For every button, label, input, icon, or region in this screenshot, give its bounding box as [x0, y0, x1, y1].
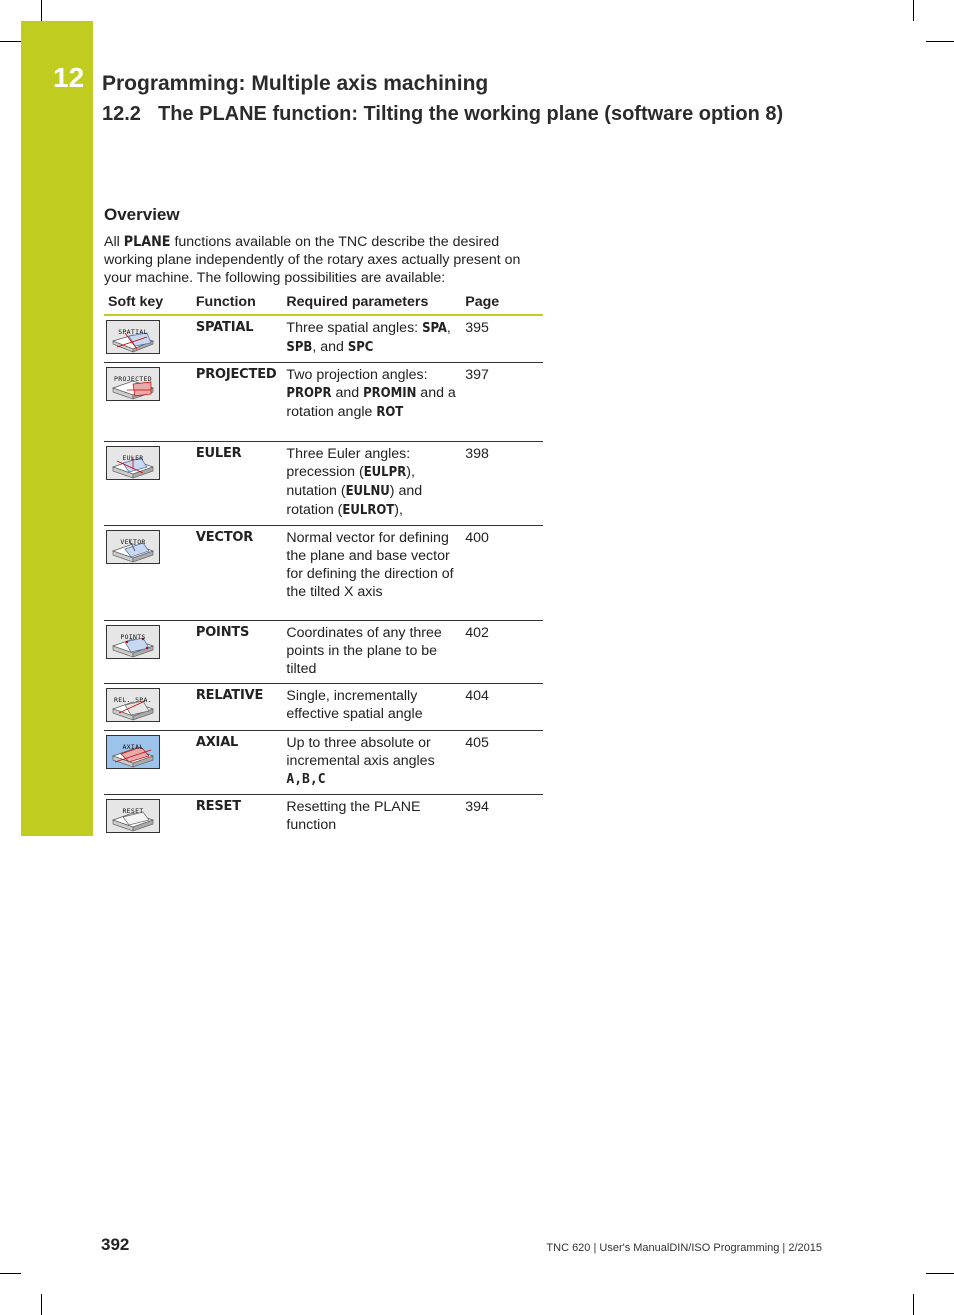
header-page: Page: [461, 291, 543, 315]
required-parameters: [282, 795, 461, 848]
page-reference: 404: [461, 684, 543, 731]
softkey-label: AXIAL: [122, 743, 144, 751]
page-reference: 394: [465, 799, 489, 815]
softkey-label: RESET: [122, 807, 144, 815]
table-row: [104, 363, 543, 442]
table-row: [104, 315, 543, 363]
parameter-text: Normal vector for defining the plane and base vector for defining the direction of the tilted X axis: [286, 530, 454, 600]
table-row: [104, 442, 543, 526]
softkey-label: PROJECTED: [114, 375, 152, 383]
intro-text: All: [104, 234, 124, 250]
chapter-title: Programming: Multiple axis machining: [102, 72, 489, 95]
function-name: PROJECTED: [192, 363, 283, 442]
footer-text: TNC 620 | User's ManualDIN/ISO Programming | 2/2015: [546, 1242, 822, 1254]
softkey-label: POINTS: [120, 633, 146, 641]
intro-text: functions available on the TNC describe the desired working plane independently of the rotary axes actually present on your machine. The following possibilities are available:: [104, 234, 521, 286]
softkey-cell: [104, 363, 192, 442]
function-name: VECTOR: [192, 526, 283, 621]
parameter-keyword: A,B,C: [286, 772, 326, 787]
required-parameters: [282, 442, 461, 526]
section-number: 12.2: [102, 103, 141, 125]
softkey-cell: [104, 621, 192, 684]
parameter-keyword: SPA: [422, 321, 447, 336]
softkey-vector-button[interactable]: [106, 530, 160, 564]
plane-functions-table: [104, 291, 543, 847]
crop-mark: [41, 0, 42, 21]
required-parameters: [282, 526, 461, 621]
table-row: [104, 526, 543, 621]
softkey-label: SPATIAL: [118, 328, 148, 336]
chapter-sidebar: [21, 21, 93, 836]
parameter-keyword: ROT: [376, 405, 404, 420]
page-reference: 398: [461, 442, 543, 526]
table-row: [104, 731, 543, 795]
page-reference: 405: [461, 731, 543, 795]
parameter-text: ,: [446, 320, 451, 336]
table-header-row: [104, 291, 543, 315]
parameter-text: Up to three absolute or incremental axis angles: [286, 735, 435, 769]
parameter-keyword: EULPR: [363, 465, 407, 480]
function-name: SPATIAL: [192, 315, 283, 363]
function-name: AXIAL: [192, 731, 283, 795]
softkey-projected-button[interactable]: [106, 367, 160, 401]
overview-heading: Overview: [104, 205, 180, 224]
parameter-text: Resetting the PLANE function: [286, 799, 421, 833]
required-parameters: [282, 731, 461, 795]
softkey-cell: [104, 795, 192, 848]
softkey-points-button[interactable]: [106, 625, 160, 659]
page-reference: 400: [461, 526, 543, 621]
parameter-text: and a rotation angle: [286, 385, 456, 420]
table-row: [104, 795, 543, 848]
parameter-keyword: SPB: [286, 340, 313, 355]
parameter-text: , and: [312, 339, 348, 355]
parameter-text: Single, incrementally effective spatial angle: [286, 688, 423, 722]
chapter-number: 12: [53, 62, 85, 93]
crop-mark: [0, 1273, 21, 1274]
parameter-text: ) and rotation (: [286, 483, 423, 518]
parameter-text: ),: [394, 502, 403, 518]
parameter-keyword: EULROT: [342, 503, 395, 518]
function-name: EULER: [192, 442, 283, 526]
parameter-text: Three Euler angles: precession (: [286, 446, 411, 480]
crop-mark: [0, 41, 21, 42]
intro-keyword: PLANE: [123, 234, 171, 250]
required-parameters: [282, 621, 461, 684]
softkey-euler-button[interactable]: [106, 446, 160, 480]
softkey-cell: [104, 315, 192, 363]
parameter-keyword: PROPR: [286, 386, 332, 401]
softkey-cell: [104, 526, 192, 621]
page-number: 392: [101, 1235, 130, 1254]
function-name: POINTS: [192, 621, 283, 684]
softkey-relative-button[interactable]: [106, 688, 160, 722]
header-function: Function: [192, 291, 283, 315]
page-reference: 402: [461, 621, 543, 684]
required-parameters: [282, 315, 461, 363]
softkey-cell: [104, 731, 192, 795]
required-parameters: [282, 684, 461, 731]
softkey-reset-button[interactable]: [106, 799, 160, 833]
function-name: RELATIVE: [192, 684, 283, 731]
header-soft-key: Soft key: [104, 291, 192, 315]
softkey-axial-button[interactable]: [106, 735, 160, 769]
parameter-text: and: [331, 385, 364, 401]
parameter-keyword: SPC: [347, 340, 374, 355]
crop-mark: [41, 1294, 42, 1315]
function-name: RESET: [195, 799, 241, 814]
parameter-keyword: EULNU: [345, 484, 390, 499]
header-required-parameters: Required parameters: [282, 291, 461, 315]
softkey-label: VECTOR: [120, 538, 146, 546]
parameter-text: Three spatial angles:: [286, 320, 423, 336]
section-title-text: The PLANE function: Tilting the working plane (software option 8): [158, 103, 784, 125]
parameter-keyword: PROMIN: [363, 386, 417, 401]
softkey-spatial-button[interactable]: [106, 320, 160, 354]
crop-mark: [913, 0, 914, 21]
page-reference: 395: [461, 315, 543, 363]
crop-mark: [926, 1273, 954, 1274]
crop-mark: [913, 1294, 914, 1315]
parameter-text: Two projection angles:: [286, 367, 428, 383]
parameter-text: ), nutation (: [286, 464, 415, 499]
parameter-text: Coordinates of any three points in the plane to be tilted: [286, 625, 442, 677]
softkey-label: EULER: [122, 454, 144, 462]
page-reference: 397: [461, 363, 543, 442]
section-title: [102, 103, 783, 126]
softkey-cell: [104, 684, 192, 731]
table-row: [104, 621, 543, 684]
softkey-cell: [104, 442, 192, 526]
softkey-label: REL. SPA.: [114, 696, 152, 704]
table-row: [104, 684, 543, 731]
required-parameters: [282, 363, 461, 442]
crop-mark: [926, 41, 954, 42]
intro-paragraph: [104, 233, 544, 287]
